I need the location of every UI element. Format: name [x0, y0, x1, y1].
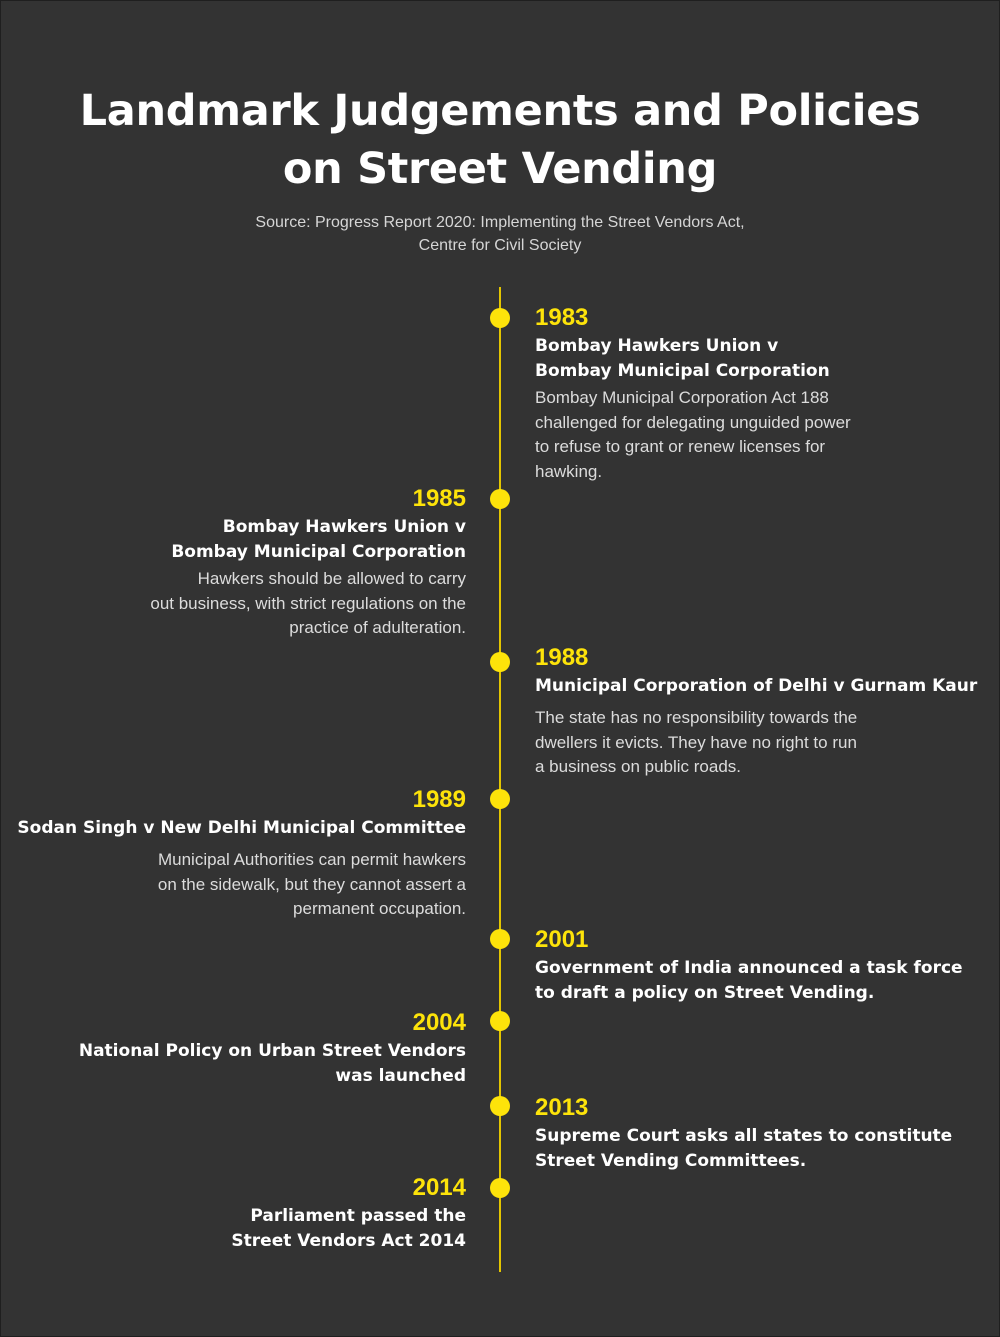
event-description-line: a business on public roads. — [535, 757, 742, 776]
event-description-line: permanent occupation. — [293, 899, 466, 918]
timeline-dot-2004 — [490, 1011, 510, 1031]
event-description-line: out business, with strict regulations on the — [150, 593, 466, 613]
event-heading-line: Parliament passed the — [250, 1206, 466, 1226]
event-description-line: challenged for delegating unguided power — [535, 412, 851, 432]
source-note — [0, 211, 1000, 257]
timeline-dot-2001 — [490, 929, 510, 949]
event-heading — [17, 816, 466, 841]
timeline-dot-2014 — [490, 1178, 510, 1198]
event-description-line: on the sidewalk, but they cannot assert a — [157, 874, 466, 894]
event-year: 1983 — [535, 304, 589, 331]
event-description-line: hawking. — [535, 461, 603, 481]
event-heading — [535, 674, 977, 699]
timeline-event-2014 — [231, 1174, 466, 1254]
event-description-line: Bombay Municipal Corporation Act 188 — [535, 388, 829, 407]
event-year: 2013 — [535, 1094, 589, 1121]
event-description-line: Municipal Authorities can permit hawkers — [157, 850, 466, 869]
event-heading-line: Government of India announced a task force — [535, 958, 963, 978]
event-heading-line: to draft a policy on Street Vending. — [535, 983, 875, 1003]
timeline-event-1988 — [535, 644, 977, 780]
title-line-2: on Street Vending — [282, 144, 718, 194]
event-heading-line: Bombay Hawkers Union v — [222, 517, 466, 537]
timeline-event-2004 — [79, 1009, 466, 1089]
event-description-line: practice of adulteration. — [289, 618, 466, 637]
title-line-1: Landmark Judgements and Policies — [79, 86, 921, 136]
event-year: 2001 — [535, 926, 589, 953]
event-heading-line: Street Vendors Act 2014 — [231, 1231, 466, 1251]
event-description-line: The state has no responsibility towards the — [535, 708, 858, 727]
event-heading — [535, 956, 963, 1006]
event-heading-line: was launched — [335, 1066, 466, 1086]
event-year: 2014 — [412, 1174, 466, 1201]
event-heading — [150, 515, 466, 565]
timeline-dot-1989 — [490, 789, 510, 809]
event-heading-line: Bombay Municipal Corporation — [535, 361, 830, 381]
timeline-event-2001 — [535, 926, 963, 1006]
event-heading-line: National Policy on Urban Street Vendors — [78, 1041, 466, 1061]
event-year: 2004 — [412, 1009, 466, 1036]
event-year: 1989 — [412, 786, 466, 813]
event-heading — [535, 1124, 952, 1174]
timeline-event-1989 — [17, 786, 466, 922]
event-description — [535, 706, 977, 780]
source-line-2: Centre for Civil Society — [418, 237, 582, 254]
timeline-dot-1988 — [490, 652, 510, 672]
timeline-axis — [499, 287, 501, 1272]
event-description-line: dwellers it evicts. They have no right to run — [535, 732, 857, 752]
timeline-dot-1983 — [490, 308, 510, 328]
timeline-event-1985 — [150, 485, 466, 641]
event-heading-line: Sodan Singh v New Delhi Municipal Committee — [17, 818, 466, 838]
event-heading — [231, 1204, 466, 1254]
event-heading-line: Bombay Hawkers Union v — [535, 336, 779, 356]
event-description-line: to refuse to grant or renew licenses for — [535, 437, 826, 456]
page-title — [0, 82, 1000, 198]
event-description — [17, 848, 466, 922]
event-description — [150, 567, 466, 641]
event-heading-line: Street Vending Committees. — [535, 1151, 807, 1171]
event-heading-line: Supreme Court asks all states to constitute — [535, 1126, 953, 1146]
timeline-dot-2013 — [490, 1096, 510, 1116]
event-heading — [535, 334, 851, 384]
event-heading-line: Bombay Municipal Corporation — [171, 542, 466, 562]
timeline-dot-1985 — [490, 489, 510, 509]
event-year: 1988 — [535, 644, 589, 671]
timeline-event-1983 — [535, 304, 851, 484]
event-heading — [79, 1039, 466, 1089]
source-line-1: Source: Progress Report 2020: Implementing the Street Vendors Act, — [255, 214, 745, 231]
event-description — [535, 386, 851, 484]
event-heading-line: Municipal Corporation of Delhi v Gurnam Kaur — [535, 676, 978, 696]
event-description-line: Hawkers should be allowed to carry — [197, 569, 466, 588]
event-year: 1985 — [412, 485, 466, 512]
timeline-event-2013 — [535, 1094, 952, 1174]
